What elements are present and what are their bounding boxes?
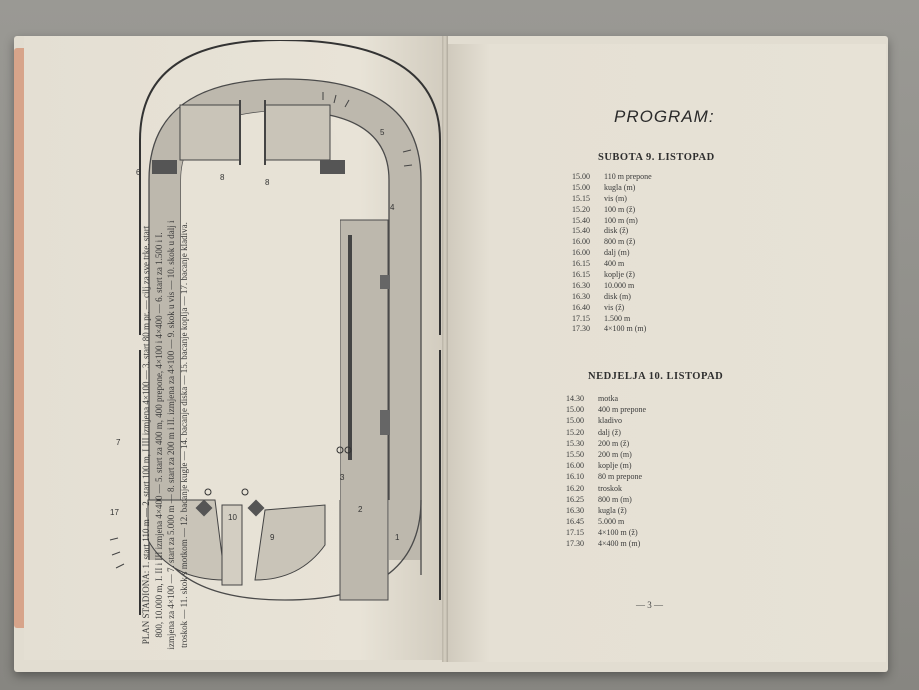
schedule-time: 16.20: [566, 483, 584, 493]
schedule-event: vis (ž): [604, 302, 625, 312]
schedule-time: 15.00: [572, 172, 590, 181]
plan-label-8b: 8: [265, 178, 270, 187]
page-number: — 3 —: [636, 600, 663, 610]
schedule-time: 15.40: [572, 215, 590, 225]
schedule-event: koplje (ž): [604, 270, 635, 280]
schedule-event: 800 m (ž): [604, 237, 636, 247]
schedule-row: [566, 516, 646, 527]
schedule-event: 400 m: [604, 259, 625, 269]
schedule-row: [566, 415, 646, 426]
schedule-row: [572, 237, 652, 248]
bottom-throw-area-right: [255, 505, 325, 580]
schedule-event: vis (m): [604, 193, 627, 203]
schedule-event: 400 m prepone: [598, 405, 646, 415]
schedule-time: 15.50: [566, 449, 584, 459]
schedule-row: [572, 270, 652, 281]
schedule-event: 100 m (m): [604, 215, 638, 225]
schedule-event: 4×400 m (m): [598, 539, 641, 549]
schedule-row: [572, 183, 652, 194]
schedule-time: 16.40: [572, 302, 590, 312]
schedule-time: 15.00: [566, 405, 584, 415]
schedule-row: [566, 483, 646, 494]
schedule-time: 15.00: [572, 182, 590, 192]
schedule-event: 4×100 m (m): [604, 324, 647, 334]
schedule-event: koplje (m): [598, 461, 632, 471]
schedule-event: 200 m (ž): [598, 438, 630, 448]
schedule-row: [566, 471, 646, 482]
schedule-row: [566, 427, 646, 438]
schedule-event: 1.500 m: [604, 313, 631, 323]
schedule-event: disk (m): [604, 291, 631, 301]
day1-schedule: [572, 172, 652, 335]
schedule-event: disk (ž): [604, 226, 629, 236]
schedule-time: 16.15: [572, 259, 590, 269]
schedule-event: 100 m (ž): [604, 204, 636, 214]
plan-label-9: 9: [270, 533, 275, 542]
schedule-time: 16.30: [566, 505, 584, 515]
schedule-event: motka: [598, 394, 618, 403]
schedule-row: [572, 194, 652, 205]
schedule-time: 17.30: [572, 324, 590, 334]
stadium-plan-legend: [100, 215, 230, 655]
schedule-time: 17.15: [566, 528, 584, 538]
schedule-time: 16.25: [566, 494, 584, 504]
schedule-row: [572, 314, 652, 325]
plan-label-18: 17: [110, 508, 119, 517]
schedule-event: 800 m (m): [598, 494, 632, 504]
cover-edge: [14, 48, 24, 628]
schedule-event: dalj (ž): [598, 427, 621, 437]
stadium-plan-legend-text: PLAN STADIONA: 1. start 110 m — 2. start 100 m, I III izmjena 4×100 — 3. start 80 m pr. — cilj za sve trke. start 800, 10.000 m, I. II i III izmjena 4×400 — 5. start za 400 m, 400 prepone, 4×100 i 4×400 — 6. start za 1.500 i I. izmjena za 4×100 — 7. start za 5.000 m — 8. start za 200 m i II. izmjena za 4×100 — 9. skok u vis — 10. skok u dalj i troskok — 11. skok s motkom — 12. bacanje kugle — 14. bacanje diska — 15. bacanje koplja — 17. bacanje kladiva.: [141, 220, 189, 650]
schedule-time: 15.40: [572, 226, 590, 236]
schedule-time: 16.00: [566, 461, 584, 471]
schedule-event: 110 m prepone: [604, 172, 652, 181]
plan-label-6: 6: [136, 168, 141, 177]
schedule-row: [572, 172, 652, 183]
top-throw-area-left: [180, 105, 240, 160]
schedule-row: [566, 404, 646, 415]
schedule-event: 200 m (m): [598, 449, 632, 459]
schedule-event: dalj (m): [604, 248, 630, 258]
schedule-time: 16.15: [572, 270, 590, 280]
schedule-row: [572, 303, 652, 314]
schedule-time: 17.15: [572, 313, 590, 323]
schedule-time: 16.30: [572, 291, 590, 301]
schedule-time: 15.30: [566, 438, 584, 448]
schedule-event: kugla (m): [604, 182, 636, 192]
schedule-event: 10.000 m: [604, 280, 635, 290]
program-title: PROGRAM:: [614, 107, 715, 126]
schedule-row: [566, 449, 646, 460]
plan-label-3: 3: [340, 473, 345, 482]
schedule-time: 15.20: [572, 204, 590, 214]
schedule-time: 16.00: [572, 248, 590, 258]
schedule-time: 17.30: [566, 539, 584, 549]
schedule-time: 15.15: [572, 193, 590, 203]
plan-label-8a: 8: [220, 173, 225, 182]
schedule-row: [572, 281, 652, 292]
schedule-row: [572, 216, 652, 227]
plan-label-2: 2: [358, 505, 363, 514]
day2-schedule: [566, 393, 646, 550]
schedule-event: 4×100 m (ž): [598, 528, 638, 538]
plan-label-7: 7: [116, 438, 121, 447]
schedule-row: [566, 538, 646, 549]
schedule-row: [566, 505, 646, 516]
schedule-row: [572, 259, 652, 270]
schedule-event: 5.000 m: [598, 517, 625, 527]
schedule-row: [572, 248, 652, 259]
schedule-time: 16.10: [566, 472, 584, 482]
schedule-time: 14.30: [566, 394, 584, 403]
right-page: [446, 44, 886, 662]
schedule-row: [566, 527, 646, 538]
schedule-time: 15.20: [566, 427, 584, 437]
day1-title: SUBOTA 9. LISTOPAD: [598, 152, 715, 163]
schedule-event: troskok: [598, 483, 622, 493]
plan-label-10: 10: [228, 513, 237, 522]
schedule-row: [566, 438, 646, 449]
schedule-time: 15.00: [566, 416, 584, 426]
schedule-row: [572, 205, 652, 216]
schedule-event: kugla (ž): [598, 505, 627, 515]
schedule-row: [572, 324, 652, 335]
schedule-time: 16.45: [566, 517, 584, 527]
schedule-row: [572, 292, 652, 303]
schedule-row: [572, 226, 652, 237]
schedule-time: 16.30: [572, 280, 590, 290]
plan-label-1: 1: [395, 533, 400, 542]
schedule-event: 80 m prepone: [598, 472, 642, 482]
day2-title: NEDJELJA 10. LISTOPAD: [588, 371, 724, 382]
schedule-time: 16.00: [572, 237, 590, 247]
schedule-event: kladivo: [598, 416, 622, 426]
plan-label-5: 5: [380, 128, 385, 137]
top-throw-area-right: [265, 105, 330, 160]
schedule-row: [566, 393, 646, 404]
schedule-row: [566, 460, 646, 471]
plan-label-4: 4: [390, 203, 395, 212]
schedule-row: [566, 494, 646, 505]
